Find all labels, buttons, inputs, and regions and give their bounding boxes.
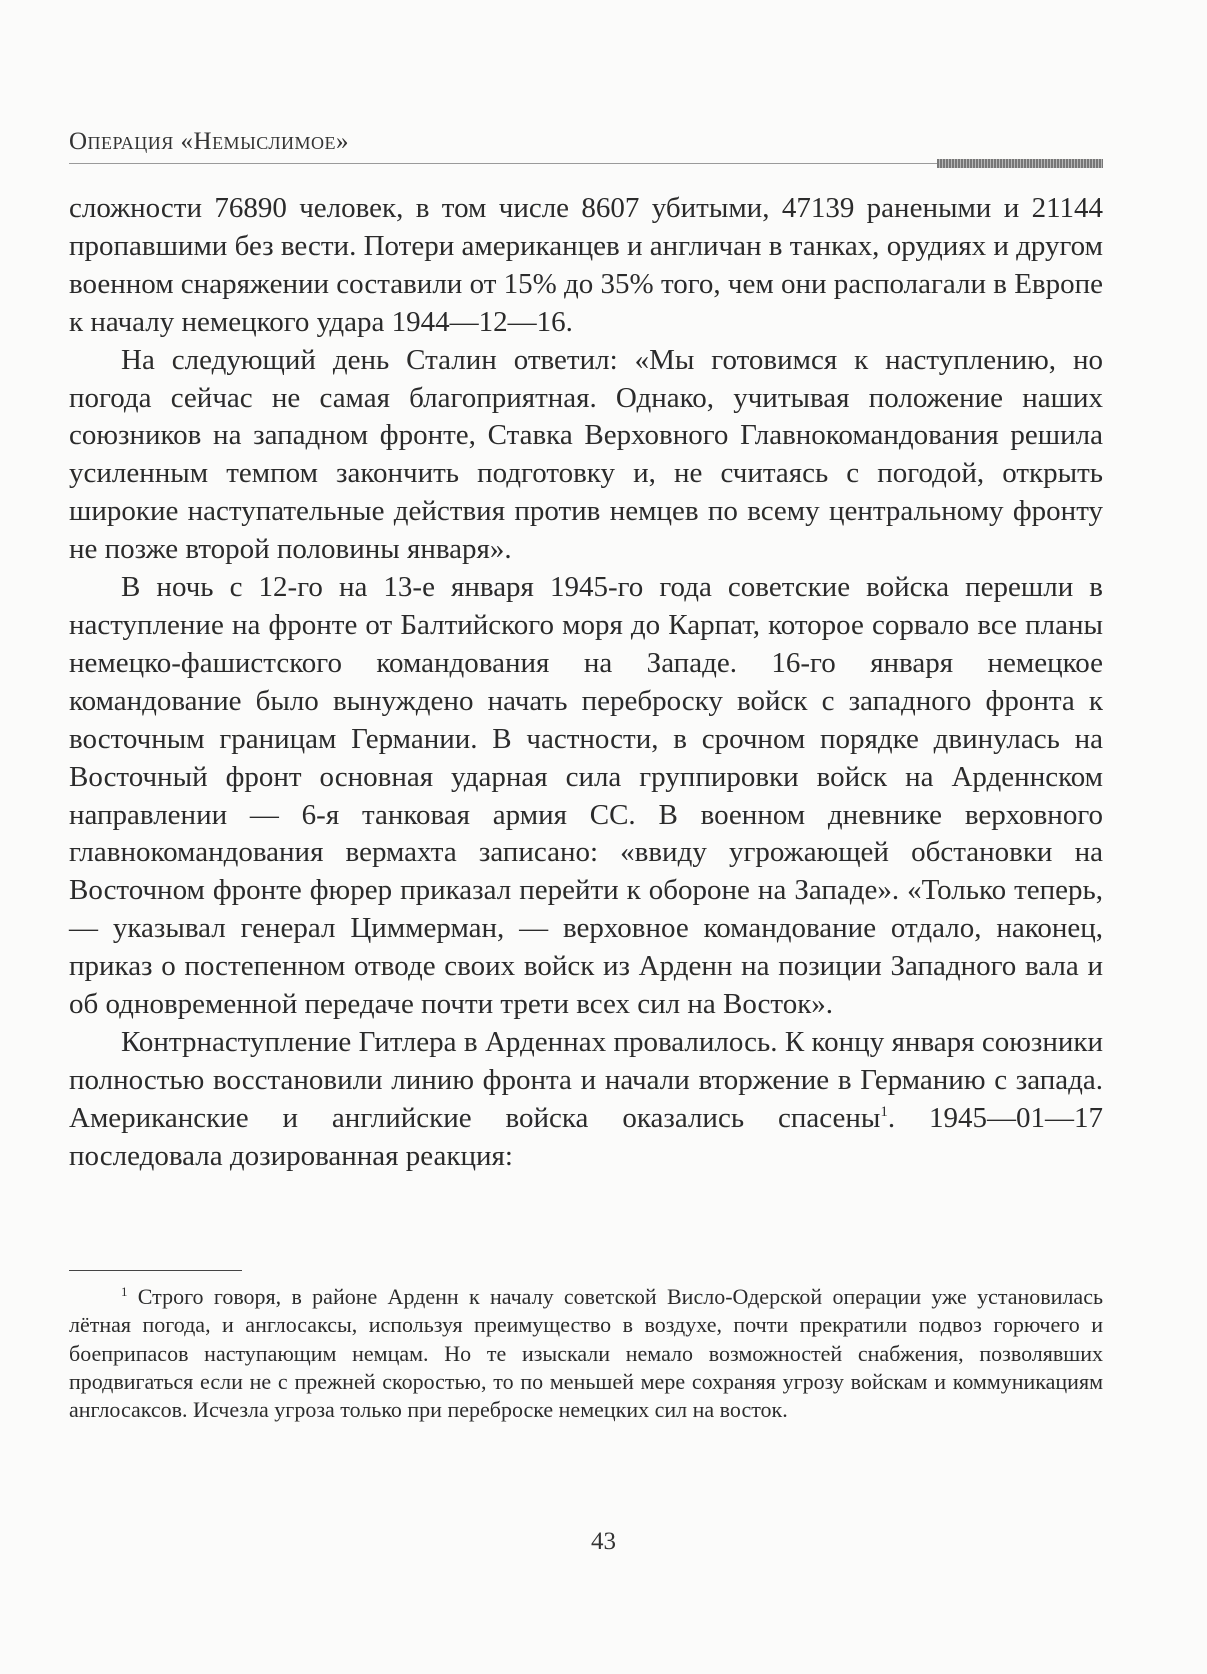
paragraph [69,1024,1103,1176]
header-rule [69,163,939,164]
paragraph-text: Контрнаступление Гитлера в Арденнах провалилось. К концу января союзники полностью восстановили линию фронта и начали вторжение в Германию с запада. Американские и английские войска оказались спасены [69,1025,1103,1134]
footnote-text: Строго говоря, в районе Арденн к началу советской Висло-Одерской операции уже установилась лётная погода, и англосаксы, используя преимущество в воздухе, почти прекратили подвоз горючего и боеприпасов наступающим немцам. Но те изыскали немало возможностей снабжения, позволявших продвигаться если не с прежней скоростью, то по меньшей мере сохраняя угрозу войскам и коммуникациям англосаксов. Исчезла угроза только при переброске немецких сил на восток. [69,1284,1103,1423]
footnote [69,1283,1103,1424]
footnote-reference: 1 [880,1103,888,1120]
footnote-marker: 1 [121,1284,128,1299]
footnotes [69,1283,1103,1424]
page-number: 43 [591,1528,616,1555]
main-text [69,190,1103,1176]
paragraph: На следующий день Сталин ответил: «Мы готовимся к наступлению, но погода сейчас не самая благоприятная. Однако, учитывая положение наших союзников на западном фронте, Ставка Верховного Главнокомандования решила усиленным темпом закончить подготовку и, не считаясь с погодой, открыть широкие наступательные действия против немцев по всему центральному фронту не позже второй половины января». [69,343,1103,566]
running-title: Операция «Немыслимое» [69,128,350,155]
running-header [69,128,1103,162]
paragraph-continued: сложности 76890 человек, в том числе 8607 убитыми, 47139 ранеными и 21144 пропавшими без вести. Потери американцев и англичан в танках, орудиях и другом военном снаряжении составили от 15% до 35% того, чем они располагали в Европе к началу немецкого удара 1944—12—16. [69,192,1103,338]
paragraph: В ночь с 12-го на 13-е января 1945-го года советские войска перешли в наступление на фронте от Балтийского моря до Карпат, которое сорвало все планы немецко-фашистского командования на Западе. 16-го января немецкое командование было вынуждено начать переброску войск с западного фронта к восточным границам Германии. В частности, в срочном порядке двинулась на Восточный фронт основная ударная сила группировки войск на Арденнском направлении — 6-я танковая армия СС. В военном дневнике верховного главнокомандования вермахта записано: «ввиду угрожающей обстановки на Восточном фронте фюрер приказал перейти к обороне на Западе». «Только теперь, — указывал генерал Циммерман, — верховное командование отдало, наконец, приказ о постепенном отводе своих войск из Арденн на позиции Западного вала и об одновременной передаче почти трети всех сил на Восток». [69,571,1103,1021]
header-ornament-bar [937,159,1103,168]
footnote-separator [69,1270,242,1271]
paragraph-text: . 1945—01—17 последовала дозированная реакция: [69,1101,1103,1172]
